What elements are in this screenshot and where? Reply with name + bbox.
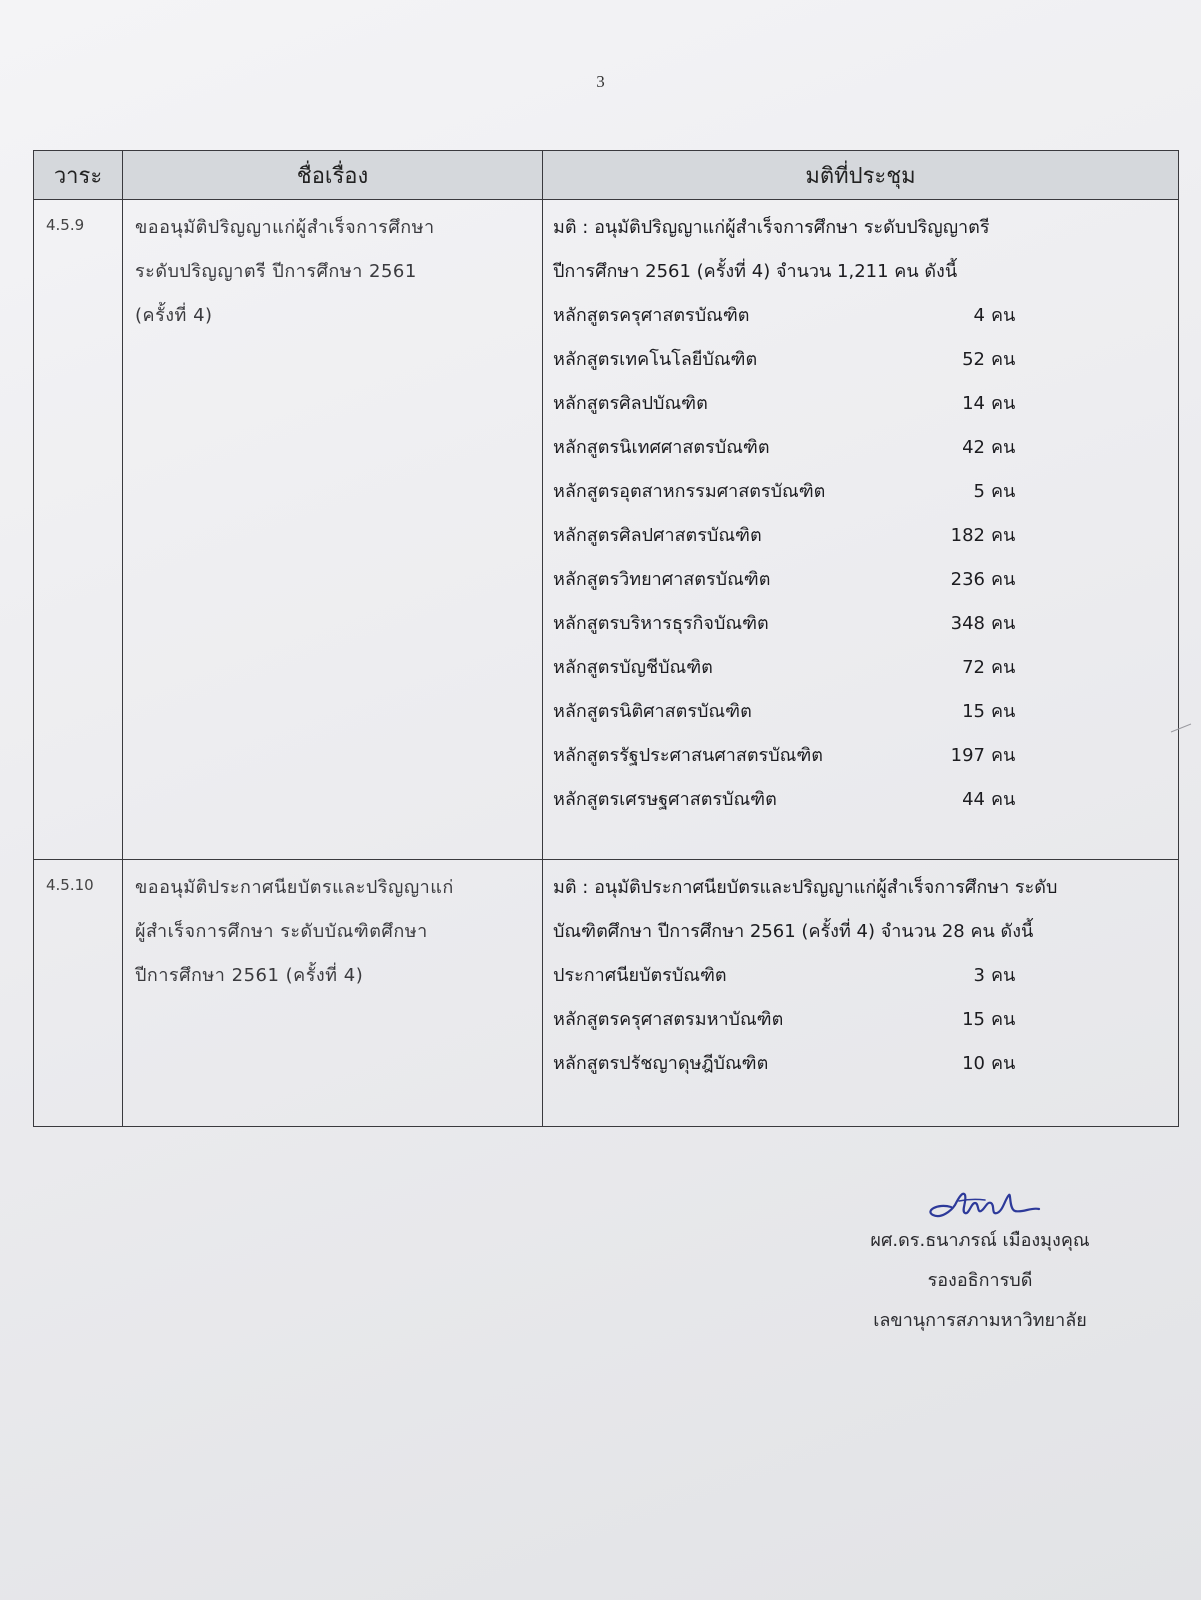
program-row xyxy=(553,382,1170,426)
agenda-number: 4.5.10 xyxy=(34,860,123,1127)
resolution-cell xyxy=(543,200,1179,860)
program-name: หลักสูตรปรัชญาดุษฎีบัณฑิต xyxy=(553,1053,769,1074)
resolution-line: มติ : อนุมัติปริญญาแก่ผู้สำเร็จการศึกษา ระดับปริญญาตรี xyxy=(553,217,990,238)
topic-cell xyxy=(123,200,543,860)
program-row xyxy=(553,1042,1170,1086)
program-unit: คน xyxy=(991,1053,1016,1074)
header-agenda: วาระ xyxy=(34,151,123,200)
signatory-name: ผศ.ดร.ธนาภรณ์ เมืองมุงคุณ xyxy=(870,1230,1090,1251)
program-count: 15 xyxy=(962,701,985,722)
program-name: หลักสูตรบัญชีบัณฑิต xyxy=(553,657,713,678)
agenda-number: 4.5.9 xyxy=(34,200,123,860)
program-name: หลักสูตรศิลปศาสตรบัณฑิต xyxy=(553,525,762,546)
topic-cell xyxy=(123,860,543,1127)
topic-line: ขออนุมัติประกาศนียบัตรและปริญญาแก่ xyxy=(135,877,454,898)
program-row xyxy=(553,470,1170,514)
program-name: หลักสูตรนิเทศศาสตรบัณฑิต xyxy=(553,437,770,458)
program-row xyxy=(553,558,1170,602)
program-unit: คน xyxy=(991,393,1016,414)
topic-line: ปีการศึกษา 2561 (ครั้งที่ 4) xyxy=(135,965,364,986)
program-name: หลักสูตรบริหารธุรกิจบัณฑิต xyxy=(553,613,769,634)
program-count: 4 xyxy=(973,305,985,326)
program-unit: คน xyxy=(991,525,1016,546)
topic-line: ระดับปริญญาตรี ปีการศึกษา 2561 xyxy=(135,261,417,282)
page-number: 3 xyxy=(596,72,605,91)
program-row xyxy=(553,690,1170,734)
program-count: 72 xyxy=(962,657,985,678)
signatory-position: รองอธิการบดี xyxy=(927,1270,1033,1291)
topic-line: ขออนุมัติปริญญาแก่ผู้สำเร็จการศึกษา xyxy=(135,217,435,238)
program-name: ประกาศนียบัตรบัณฑิต xyxy=(553,965,727,986)
program-count: 236 xyxy=(950,569,985,590)
program-count: 3 xyxy=(973,965,985,986)
program-count: 197 xyxy=(950,745,985,766)
topic-line: (ครั้งที่ 4) xyxy=(135,305,213,326)
program-count: 182 xyxy=(950,525,985,546)
program-count: 5 xyxy=(973,481,985,502)
program-unit: คน xyxy=(991,965,1016,986)
program-row xyxy=(553,954,1170,998)
program-unit: คน xyxy=(991,701,1016,722)
program-row xyxy=(553,646,1170,690)
program-row xyxy=(553,426,1170,470)
program-unit: คน xyxy=(991,1009,1016,1030)
program-unit: คน xyxy=(991,349,1016,370)
program-unit: คน xyxy=(991,481,1016,502)
resolution-cell xyxy=(543,860,1179,1127)
signature-block xyxy=(780,1185,1180,1341)
program-name: หลักสูตรครุศาสตรมหาบัณฑิต xyxy=(553,1009,784,1030)
program-unit: คน xyxy=(991,437,1016,458)
table-row xyxy=(34,200,1179,860)
table-header-row xyxy=(34,151,1179,200)
program-row xyxy=(553,514,1170,558)
resolution-line: ปีการศึกษา 2561 (ครั้งที่ 4) จำนวน 1,211 คน ดังนี้ xyxy=(553,261,958,282)
program-unit: คน xyxy=(991,305,1016,326)
program-unit: คน xyxy=(991,569,1016,590)
program-row xyxy=(553,602,1170,646)
program-unit: คน xyxy=(991,745,1016,766)
program-name: หลักสูตรรัฐประศาสนศาสตรบัณฑิต xyxy=(553,745,823,766)
resolution-line: บัณฑิตศึกษา ปีการศึกษา 2561 (ครั้งที่ 4) จำนวน 28 คน ดังนี้ xyxy=(553,921,1034,942)
program-row xyxy=(553,734,1170,778)
resolutions-table-container xyxy=(33,150,1178,1127)
resolutions-table xyxy=(33,150,1179,1127)
program-name: หลักสูตรศิลปบัณฑิต xyxy=(553,393,708,414)
program-unit: คน xyxy=(991,789,1016,810)
resolution-line: มติ : อนุมัติประกาศนียบัตรและปริญญาแก่ผู้สำเร็จการศึกษา ระดับ xyxy=(553,877,1058,898)
margin-pen-mark xyxy=(1169,722,1193,734)
program-count: 52 xyxy=(962,349,985,370)
program-count: 42 xyxy=(962,437,985,458)
program-unit: คน xyxy=(991,657,1016,678)
header-resolution: มติที่ประชุม xyxy=(543,151,1179,200)
program-row xyxy=(553,778,1170,822)
program-name: หลักสูตรอุตสาหกรรมศาสตรบัณฑิต xyxy=(553,481,826,502)
program-row xyxy=(553,294,1170,338)
program-name: หลักสูตรวิทยาศาสตรบัณฑิต xyxy=(553,569,771,590)
signatory-role: เลขานุการสภามหาวิทยาลัย xyxy=(873,1310,1087,1331)
program-name: หลักสูตรครุศาสตรบัณฑิต xyxy=(553,305,750,326)
table-row xyxy=(34,860,1179,1127)
program-count: 10 xyxy=(962,1053,985,1074)
handwritten-signature xyxy=(915,1185,1045,1221)
program-row xyxy=(553,338,1170,382)
program-name: หลักสูตรนิติศาสตรบัณฑิต xyxy=(553,701,752,722)
program-count: 348 xyxy=(950,613,985,634)
header-topic: ชื่อเรื่อง xyxy=(123,151,543,200)
program-row xyxy=(553,998,1170,1042)
program-name: หลักสูตรเศรษฐศาสตรบัณฑิต xyxy=(553,789,777,810)
program-count: 15 xyxy=(962,1009,985,1030)
program-count: 44 xyxy=(962,789,985,810)
program-count: 14 xyxy=(962,393,985,414)
topic-line: ผู้สำเร็จการศึกษา ระดับบัณฑิตศึกษา xyxy=(135,921,428,942)
program-name: หลักสูตรเทคโนโลยีบัณฑิต xyxy=(553,349,758,370)
program-unit: คน xyxy=(991,613,1016,634)
